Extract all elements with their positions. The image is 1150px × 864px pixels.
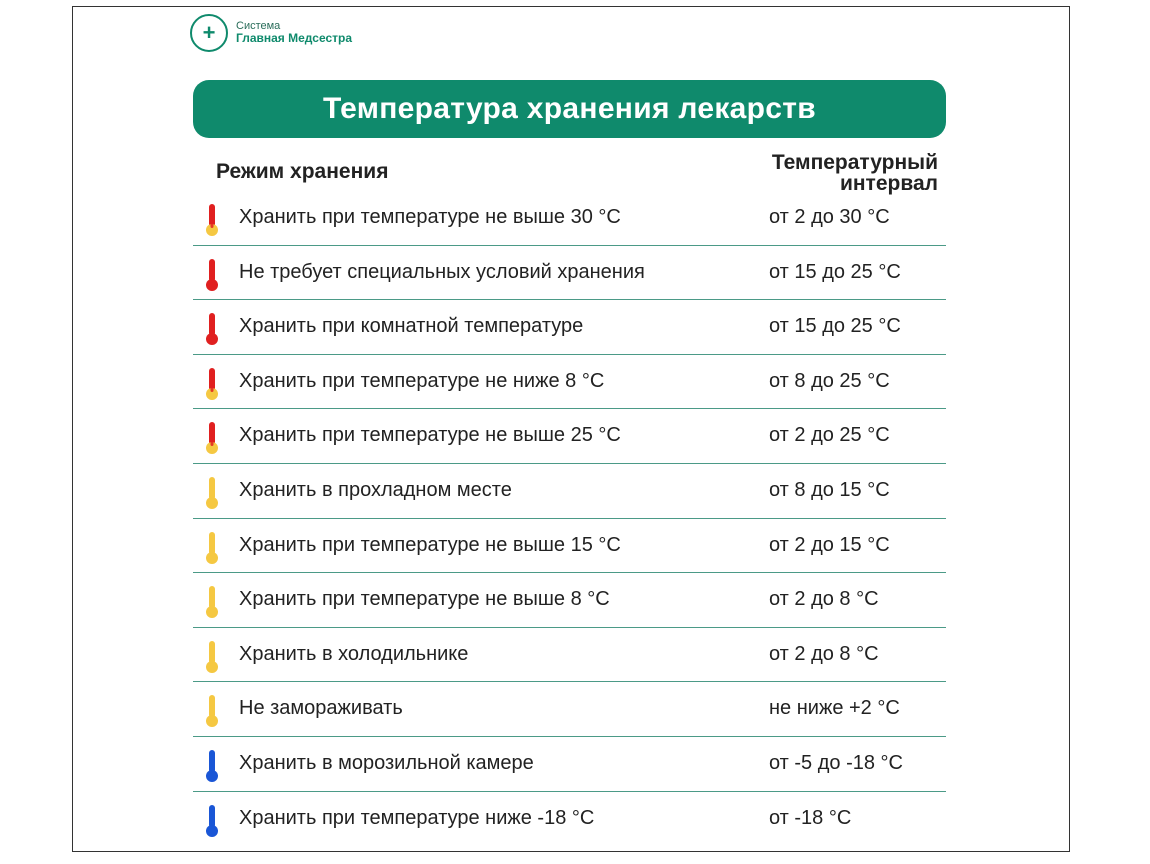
row-range: не ниже +2 °С [769,697,900,720]
thermometer-red-icon [202,312,222,346]
logo-line-1: Система [236,20,281,33]
row-range: от 8 до 15 °С [769,478,890,501]
row-range: от -5 до -18 °С [769,751,903,774]
table-row [193,628,946,683]
table-row [193,300,946,355]
thermometer-yellow-icon [202,694,222,728]
row-label: Хранить при температуре не выше 25 °С [239,424,621,447]
logo [190,14,352,52]
row-range: от 2 до 8 °С [769,588,879,611]
table-row [193,246,946,301]
table-row [193,737,946,792]
row-range: от 2 до 25 °С [769,424,890,447]
row-label: Хранить в холодильнике [239,642,469,665]
row-label: Не требует специальных условий хранения [239,260,645,283]
column-header-interval-line2: интервал [839,172,938,196]
row-label: Хранить при температуре не ниже 8 °С [239,369,605,392]
thermometer-red-yellow-icon [202,367,222,401]
row-range: от 15 до 25 °С [769,315,901,338]
table-row [193,409,946,464]
row-label: Хранить при температуре не выше 30 °С [239,206,621,228]
row-range: от 15 до 25 °С [769,260,901,283]
thermometer-red-icon [202,258,222,292]
table-row [193,191,946,246]
thermometer-red-yellow-icon [202,421,222,455]
row-label: Хранить при температуре не выше 8 °С [239,588,610,611]
thermometer-red-yellow-icon [202,203,222,237]
thermometer-blue-icon [202,804,222,838]
table-row [193,464,946,519]
row-label: Хранить при температуре ниже -18 °С [239,806,595,829]
row-range: от 2 до 30 °С [769,206,890,228]
thermometer-blue-icon [202,749,222,783]
table-row [193,792,946,847]
row-label: Хранить при температуре не выше 15 °С [239,533,621,556]
thermometer-yellow-icon [202,640,222,674]
page-title: Температура хранения лекарств [323,92,816,125]
cross-hand-icon: + [190,14,228,52]
row-range: от 2 до 15 °С [769,533,890,556]
column-header-mode: Режим хранения [216,160,389,183]
table-row [193,519,946,574]
column-header-interval-line1: Температурный [771,151,938,174]
thermometer-yellow-icon [202,585,222,619]
row-label: Хранить в прохладном месте [239,478,512,501]
storage-table [193,191,946,846]
table-row [193,573,946,628]
table-row [193,682,946,737]
row-range: от -18 °С [769,806,852,829]
thermometer-yellow-icon [202,476,222,510]
logo-line-2: Главная Медсестра [236,31,353,46]
row-label: Не замораживать [239,697,403,720]
thermometer-yellow-icon [202,531,222,565]
table-row [193,355,946,410]
row-label: Хранить в морозильной камере [239,751,534,774]
row-label: Хранить при комнатной температуре [239,315,584,338]
title-banner [193,80,946,138]
column-header-interval [720,152,938,195]
row-range: от 8 до 25 °С [769,369,890,392]
row-range: от 2 до 8 °С [769,642,879,665]
